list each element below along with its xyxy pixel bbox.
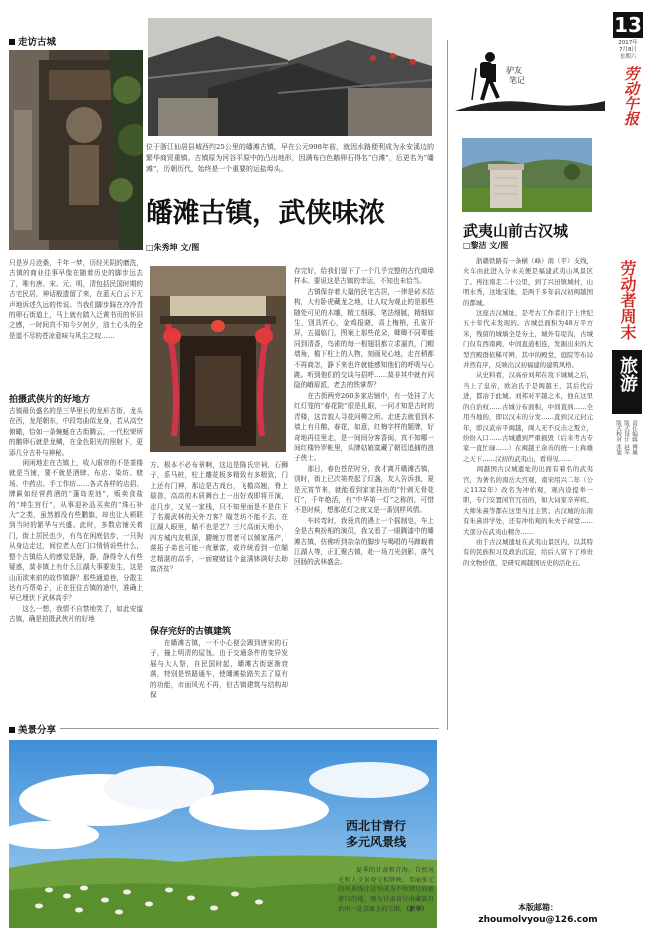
town-col3: 存完好，给我们留下了一个几乎完整的古代商埠样本。要说这是古镇的幸运，不知也未恰当。 古镇保存着大量的民宅古居，一律是砖木结构，大有卧虎藏龙之地，让人叹为观止的是那些随处可见的木雕，精工细琢，笔法细腻，精细如生，别具匠心，金鸡报晓，喜上梅梢，孔雀开屏，五福临门，图案上那些花朵，卿卿不同辈能同到清香，鸟雀的每一根翅羽都立求逼真，门帽墙角，檐下柱上的人物，刻画见心地，走在稍都不再商怎，静下来也许就能感知他们的呼吸与心跳。听到他们的交谈与招呼……莫非其中就有问隐的峨眉派，老去的铁掌帮？ 在古街两旁260多家店铺中，有一处挂了大红灯笼的“春花院”很是扎眼，一问才知是古时的青楼，这音貌人寻花问柳之所。走进去就看到木墙上有月鹅，春花，如意，红梅字样的题牌，好奇地再往里走，是一间间分客香闺，真不知哪一间红楼铃罗帐里，头牌姑娘寞藏了朝廷追捕的浪子侠士。 那日，春色苍茫时分，我才离开皤滩古镇，别时，街上已次第亮起了灯盏，友人告诉我，夏是元宵节来，就能看到家家挂出的“针刺无骨花灯”，千年绝活，有“中华第一灯”之称的，可惜不是时候，想那花灯之夜又是一番别样风情。 车转弯时，我竟真的遇上一个摇制皂，车上全是古典扮相的演员，我又看了一眼腾漆中的皤滩古镇，仿佛听到杂杂的脚步与喝唱的马蹄载着江湖人等，正汇聚古镇，赴一场刀光剑影，落气回肠的武林盛会。 [294,267,434,567]
footer-email-label: 本版邮箱： [518,903,558,912]
town-col1-top: 只是岁月沧桑，千年一梦，历经光阴的磨洗，古镇的商业往事早像在随着历史的脚步远去了，唯有唐、宋、元、明，清包括民国时期的古宅民居，神话般遗留了来，在蓝天白云下无声地诉述久远的传说。当我们脚步踩在冷冷青的卵石街道上，马上就有踏入泛黄书页的怀旧之感，一时间真不知今夕何夕，油土心头的全是道不尽的苍凉意味与风尘之叹…… [9,259,143,340]
town-col2-bottom: 在皤滩古镇，一不小心便会踢到唐宋的石子，撞上明清的屋瓴。由于交通条件的变异发展与大人祭，自民国时起，皤滩古街逐渐衰落，特别是铁路通车，使皤滩盐路失去了原有的功能，市面风光不再，但古镇建筑与结构却保 [150,639,288,700]
photo-han-city-stele [462,138,592,212]
photo-lantern-gate [150,266,286,452]
issue-date: 2017年 7月8日 星期六 [618,40,638,60]
footer-email[interactable]: zhoumolvyou@126.com [478,915,598,925]
section-title-travel: 旅游 [617,356,638,392]
column-divider [447,40,448,730]
subhead-preserved-buildings: 保存完好的古镇建筑 [150,627,232,637]
wuyi-byline: □黎洁 文/图 [463,241,509,250]
hiker-icon [470,50,506,102]
northwest-source: （新华） [406,905,428,913]
photo-wood-carving [9,50,143,250]
section-title-worker-weekend: 劳动者周末 [618,260,637,340]
town-intro: 位于浙江仙居县城西约25公里的皤滩古镇，早在公元998年前，就因水路便利成为永安溪边的繁华商贸重镇。古镇原为河谷平原中的凸出地形，因满布白色鹅卵石得名“白滩”，后更名为“皤滩”，历朝历代，始终是一个重要的运盐埠头。 [146,143,434,173]
page-number: 13 [614,13,642,37]
editor-credits: 责任编辑 傅雁 版式设计 赵军 版式校对 张旭 [615,420,637,456]
town-headline: 皤滩古镇，武侠味浓 [146,198,385,229]
town-col2: 方。根本不必布景啊，这边是陈氏宗祠，石狮子，系马桩，柱上雕花板多精致有多精致，门上还有门神，那边是古戏台，飞檐高翘，脊上瑞兽，高高的木质舞台上一出好戏即将开演，走几步，又见一家栈，只不知里面是不是住下了名震武林的天外刀客？瞄芝坊不能不去，在江湖人眼里，瞄不也是艺？三尺高面天地小，四方城内友机深，腰缠万贯者可以倾家荡产，落拓子弟也可能一夜暴富，或许统看到一位瞄艺精湛的高手，一面窥赌徒个盆满钵满好去助富济贫？ [150,461,288,574]
donkey-notes-title: 驴友 笔记 [506,66,525,85]
footer-email-block [478,902,598,925]
bottom-section-rule [9,728,439,729]
donkey-notes-hill [455,96,605,110]
northwest-title: 西北甘青行 多元风景线 [345,819,406,849]
section-title-travel-box [612,350,642,414]
northwest-caption: 夏季的甘肃和青海，自然风光和人文景观交相辉映，美丽多元的风景线让这里成为不容错过的旅游目的地。图为甘肃省甘南藏族自治州一处草原上的羊群。（新华） [338,866,435,913]
wuyi-body: 浙赣铁路有一条横（峰）南（平）支线，火车由此进入分水关便是福建武夷山风景区了。再往南走二十公里，到了兴田镇城村，山明水秀，这地宝地，是两千多年前汉初闽越国的都城。 这座古汉城址，是考古工作者们于上世纪五十年代末发现的。古城总面积为48万平方米，残留的城墙全是夯土，城外有堤沟，古城门仅有西南阙，中间直道相连，发掘出来的大型宫殿群依稀可辨，其中的殿堂，庭院等布局井然有序，反映出汉初福建的建筑风格。 从史料看，汉高帝刘邦在攻下城城之后，当上了皇帝，欧冶氏于是闽越王，其后代后进，都冶于此城。刘邦对平越之术，他在这里的自治权……古城分布面积，中间直到……全用当地的，即以汉末的分发……直到汉元封元年，即汉武帝平闽越，闽人无不反击之叛立，纷纷入口……古城遭到严重损毁（后来考古专家一直忙碌……）在闽越王余善的统一上称雄之天下……汉初的武夷山，看得见…… 闽越国古汉城遗址的出面有着名的武夷宫，为著名的南岳大宫观，南宋绍兴二年（公元1132年）改名为冲佑观，观内设提举一职，专门安置闲官冗员的，如大词家辛弃疾、大师朱熹等都在这里当过主管；古汉城的东南有朱熹讲学处，还有冲佑观的朱夫子祠堂……大部分在武夷山精舍…… 由于古汉城遗址在武夷山景区内，以其特有的民族积习及政治沉淀，给后人留下了珍贵的文物价值，是研究闽越国历史的活化石。 [463,257,593,567]
town-col1-bottom: 古镇最负盛名的是三华里长的龙形古街，龙头在西，龙尾朝东，中段弯曲似龙身，若从高空俯瞰，恰如一条蜿蜒在古街腾云，一代松荣所的鹅卵石就是龙鳞，在金色阳光的照射下，更添几分古朴与神秘。 闲闲地走在古镇上，收入眼帘的不是茶楼就是当铺，要不就是酒肆、布店、染坊、赌场、中药店、手工作坊……各式各样的店招、牌匾如经营药酒的“蓬岛差池”，贩卖食盐的“坤生宫行”，从事迎补品买卖的“珠石补大”之类，虽然都没有些鹏旗，却也让人顿联到当时的繁华与兴盛。此时，多数店铺关着门，街上居民也少，有鸟在闲庭信步，一只狗从身边走过，间位老人在门口悄悄说些什么，整个古镇给人的感觉是静，静，静得令人有些疑惑，莫非镇上有什么江湖大事要发生，这是山而欲来前的故作镇静？那些通道巷，分散主达有巧帮弟子，正在狂往古镇的途中，准确上早已埋伏下武林高手？ 这么一想，我情不自禁地笑了，如此安谧古镇，确是拍摄武侠片的好地 [9,407,143,624]
section-label-old-town: 走访古城 [9,34,56,48]
town-byline: □朱秀坤 文/图 [146,243,200,252]
paper-name: 劳动午报 [622,66,640,126]
section-label-scenery: 美景分享 [9,722,60,736]
subhead-wuxia-location: 拍摄武侠片的好地方 [9,395,91,405]
page-number-box [613,12,643,38]
wuyi-headline: 武夷山前古汉城 [463,222,569,240]
photo-town-rooftops [148,18,432,136]
